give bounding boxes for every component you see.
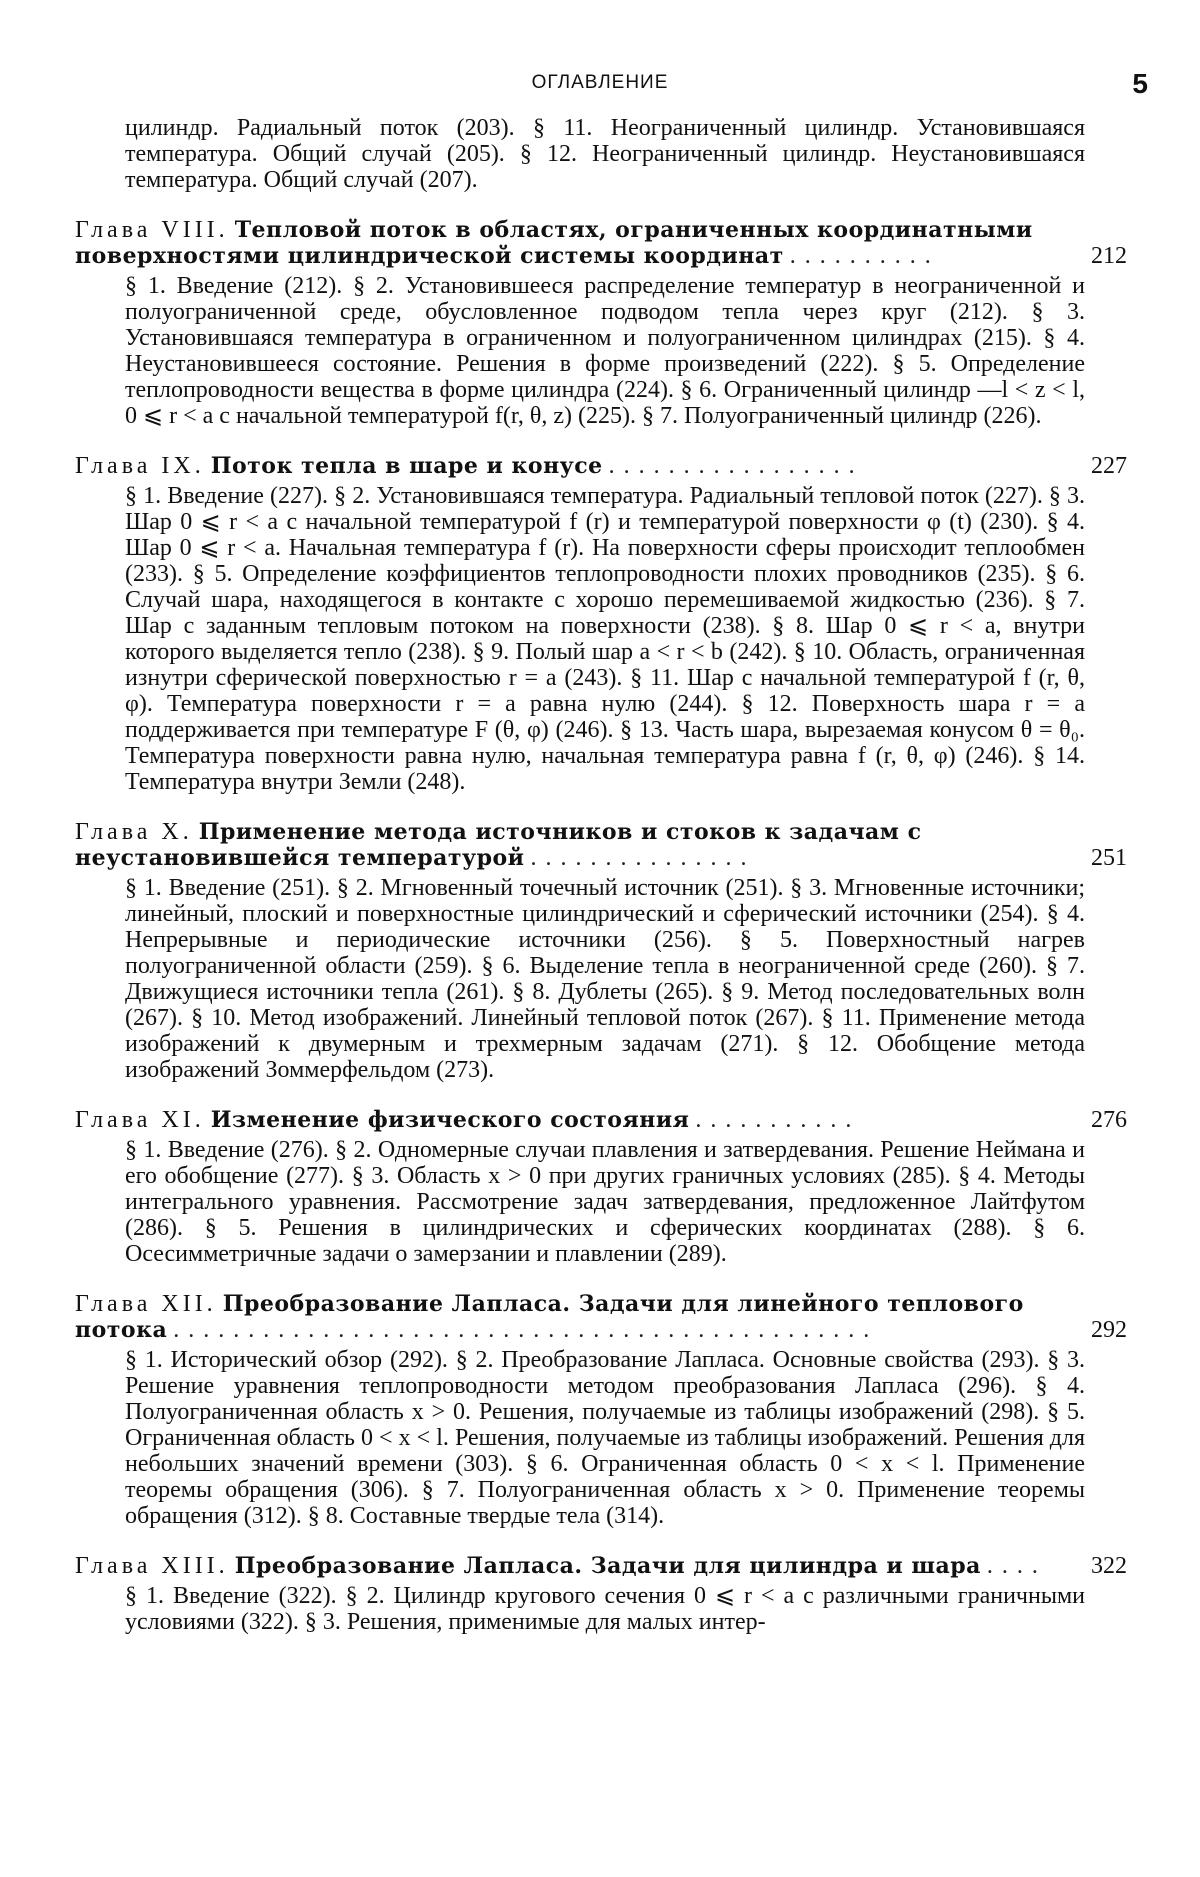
chapter-title: Изменение физического состояния [210,1107,690,1133]
chapter-title: Тепловой поток в областях, ограниченных координатными поверхностями цилиндрической системы координат [75,217,1033,269]
chapter-page-number: 292 [1091,1317,1127,1343]
chapter-page-number: 212 [1091,243,1127,269]
chapter-page-number: 322 [1091,1553,1127,1579]
chapter-heading [75,1553,1127,1579]
chapter-page-number: 276 [1091,1107,1127,1133]
chapter-heading [75,819,1127,871]
chapter-page-number: 251 [1091,845,1127,871]
chapter-label: Глава VIII. [75,217,229,243]
chapter-sections: § 1. Введение (276). § 2. Одномерные случаи плавления и затвердевания. Решение Неймана и его обобщение (277). § 3. Область x > 0 при других граничных условиях (285). § 4. Методы интегрального уравнения. Рассмотрение задач затвердевания, предложенное Лайтфутом (286). § 5. Решения в цилиндрических и сферических координатах (288). § 6. Осесимметричные задачи о замерзании и плавлении (289). [125,1137,1085,1267]
chapter-heading [75,217,1127,269]
table-of-contents [75,115,1127,1635]
leader-dots: ................. [608,453,864,479]
chapter-title: Преобразование Лапласа. Задачи для линейного теплового потока [75,1291,1024,1343]
chapter-entry-13 [75,1553,1127,1635]
leader-dots: .... [986,1553,1047,1579]
leader-dots: ........... [695,1107,861,1133]
leader-dots: ............... [530,845,756,871]
chapter-sections: § 1. Исторический обзор (292). § 2. Преобразование Лапласа. Основные свойства (293). § 3. Решение уравнения теплопроводности методом преобразования Лапласа (296). § 4. Полуограниченная область x > 0. Решения, получаемые из таблицы изображений (298). § 5. Ограниченная область 0 < x < l. Решения, получаемые из таблицы изображений. Решения для небольших значений времени (303). § 6. Ограниченная область 0 < x < l. Применение теоремы обращения (306). § 7. Полуограниченная область x > 0. Применение теоремы обращения (312). § 8. Составные твердые тела (314). [125,1347,1086,1529]
chapter-label: Глава XI. [75,1107,205,1133]
chapter-title: Поток тепла в шаре и конусе [210,453,603,479]
chapter-title: Применение метода источников и стоков к задачам с неустановившейся температурой [75,819,922,871]
chapter-entry-9 [75,453,1127,795]
chapter-label: Глава XII. [75,1291,217,1317]
chapter-title: Преобразование Лапласа. Задачи для цилиндра и шара [234,1553,981,1579]
continuation-text: цилиндр. Радиальный поток (203). § 11. Неограниченный цилиндр. Установившаяся температура. Общий случай (205). § 12. Неограниченный цилиндр. Неустановившаяся температура. Общий случай (207). [125,115,1085,193]
leader-dots: .......... [789,243,940,269]
chapter-heading [75,1107,1127,1133]
chapter-label: Глава IX. [75,453,205,479]
chapter-sections: § 1. Введение (251). § 2. Мгновенный точечный источник (251). § 3. Мгновенные источники; линейный, плоский и поверхностные цилиндрический и сферический источники (254). § 4. Непрерывные и периодические источники (256). § 5. Поверхностный нагрев полуограниченной области (259). § 6. Выделение тепла в неограниченной среде (260). § 7. Движущиеся источники тепла (261). § 8. Дублеты (265). § 9. Метод последовательных волн (267). § 10. Метод изображений. Линейный тепловой поток (267). § 11. Применение метода изображений к двумерным и трехмерным задачам (271). § 12. Обобщение метода изображений Зоммерфельдом (273). [125,875,1085,1083]
chapter-entry-12 [75,1291,1127,1529]
chapter-entry-11 [75,1107,1127,1267]
chapter-sections: § 1. Введение (322). § 2. Цилиндр кругового сечения 0 ⩽ r < a с различными граничными условиями (322). § 3. Решения, применимые для малых интер- [125,1583,1085,1635]
chapter-sections: § 1. Введение (212). § 2. Установившееся распределение температур в неограниченной и полуограниченной среде, обусловленное подводом тепла через круг (212). § 3. Установившаяся температура в ограниченном и полуограниченном цилиндрах (215). § 4. Неустановившееся состояние. Решения в форме произведений (222). § 5. Определение теплопроводности вещества в форме цилиндра (224). § 6. Ограниченный цилиндр —l < z < l, 0 ⩽ r < a с начальной температурой f(r, θ, z) (225). § 7. Полуограниченный цилиндр (226). [125,273,1085,429]
page-header [0,68,1200,108]
page-number: 5 [1132,68,1148,99]
chapter-label: Глава X. [75,819,193,845]
chapter-label: Глава XIII. [75,1553,229,1579]
chapter-entry-8 [75,217,1127,429]
chapter-heading [75,1291,1127,1343]
chapter-page-number: 227 [1091,453,1127,479]
chapter-sections: § 1. Введение (227). § 2. Установившаяся температура. Радиальный тепловой поток (227). § 3. Шар 0 ⩽ r < a с начальной температурой f (r) и температурой поверхности φ (t) (230). § 4. Шар 0 ⩽ r < a. Начальная температура f (r). На поверхности сферы происходит теплообмен (233). § 5. Определение коэффициентов теплопроводности плохих проводников (235). § 6. Случай шара, находящегося в контакте с хорошо перемешиваемой жидкостью (236). § 7. Шар с заданным тепловым потоком на поверхности (238). § 8. Шар 0 ⩽ r < a, внутри которого выделяется тепло (238). § 9. Полый шар a < r < b (242). § 10. Область, ограниченная изнутри сферической поверхностью r = a (243). § 11. Шар с начальной температурой f (r, θ, φ). Температура поверхности r = a равна нулю (244). § 12. Поверхность шара r = a поддерживается при температуре F (θ, φ) (246). § 13. Часть шара, вырезаемая конусом θ = θ₀. Температура поверхности равна нулю, начальная температура равна f (r, θ, φ) (246). § 14. Температура внутри Земли (248). [125,483,1085,795]
running-title: ОГЛАВЛЕНИЕ [531,72,669,93]
chapter-entry-10 [75,819,1127,1083]
chapter-heading [75,453,1127,479]
leader-dots: ............................................... [173,1317,879,1343]
